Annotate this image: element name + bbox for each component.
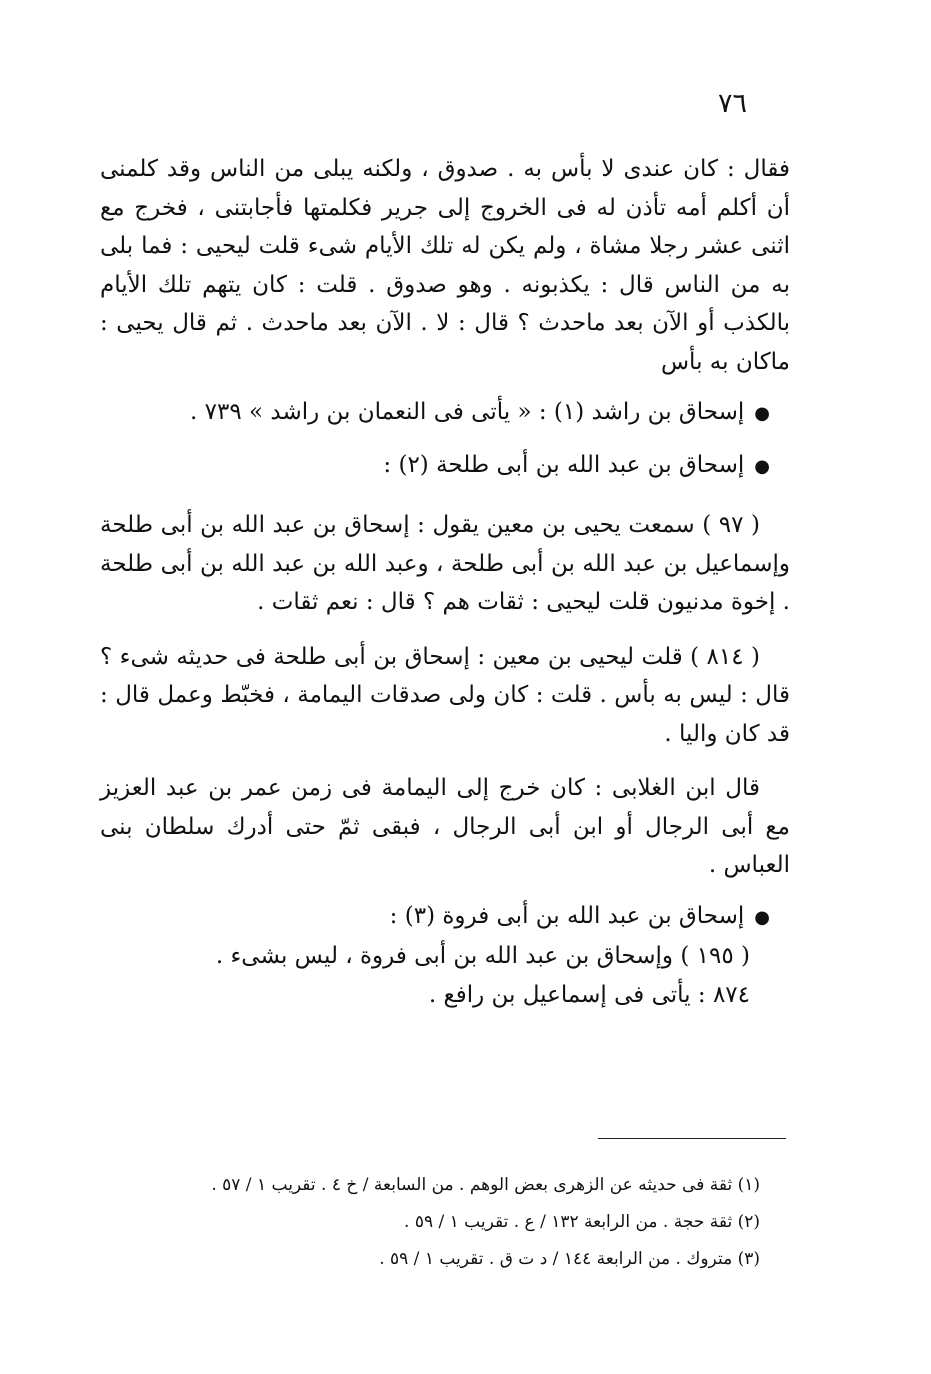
- footnotes: [100, 1167, 760, 1278]
- entry-text: إسحاق بن راشد (١) : « يأتى فى النعمان بن راشد » ٧٣٩ .: [190, 399, 745, 425]
- entry-text: إسحاق بن عبد الله بن أبى فروة (٣) :: [389, 902, 745, 929]
- bullet-icon: ●: [754, 455, 770, 477]
- entry-text: إسحاق بن عبد الله بن أبى طلحة (٢) :: [383, 451, 745, 478]
- footnote-1: (١) ثقة فى حديثه عن الزهرى بعض الوهم . من السابعة / خ ٤ . تقريب ١ / ٥٧ .: [211, 1175, 760, 1195]
- footnote-3: (٣) متروك . من الرابعة ١٤٤ / د ت ق . تقريب ١ / ٥٩ .: [379, 1249, 760, 1269]
- entry-ishaq-ibn-abi-talha: [100, 446, 790, 487]
- footnote-divider: [598, 1138, 786, 1139]
- paragraph-814: ( ٨١٤ ) قلت ليحيى بن معين : إسحاق بن أبى طلحة فى حديثه شىء ؟ قال : ليس به بأس . قلت : كان ولى صدقات اليمامة ، فخبّط وعمل قال : قد كان واليا .: [100, 643, 790, 747]
- line-195: ( ١٩٥ ) وإسحاق بن عبد الله بن أبى فروة ، ليس بشىء .: [215, 943, 750, 969]
- paragraph-ibn-al-ghalabi: قال ابن الغلابى : كان خرج إلى اليمامة فى زمن عمر بن عبد العزيز مع أبى الرجال أو ابن أبى الرجال ، فبقى ثمّ حتى أدرك سلطان بنى العباس .: [100, 775, 790, 878]
- main-text: [100, 150, 790, 1014]
- paragraph-intro: فقال : كان عندى لا بأس به . صدوق ، ولكنه يبلى من الناس وقد كلمنى أن أكلم أمه تأذن له فى الخروج إلى جرير فكلمتها فأجابتنى ، فخرج مع اثنى عشر رجلا مشاة ، ولم يكن له تلك الأيام شىء قلت ليحيى : فما بلى به من الناس قال : يكذبونه . وهو صدوق . قلت : كان يتهم تلك الأيام بالكذب أو الآن بعد ماحدث ؟ قال : لا . الآن بعد ماحدث . ثم قال يحيى : ماكان به بأس: [100, 156, 790, 375]
- paragraph-97: ( ٩٧ ) سمعت يحيى بن معين يقول : إسحاق بن عبد الله بن أبى طلحة وإسماعيل بن عبد الله بن أبى طلحة ، وعبد الله بن عبد الله بن أبى طلحة . إخوة مدنيون قلت ليحيى : ثقات هم ؟ قال : نعم ثقات .: [100, 512, 790, 615]
- bullet-icon: ●: [754, 403, 770, 424]
- entry-ishaq-ibn-abi-farwa: [100, 897, 790, 938]
- bullet-icon: ●: [754, 906, 770, 928]
- page-number: ٧٦: [718, 88, 748, 119]
- entry-ishaq-ibn-rashid: [100, 393, 790, 434]
- line-874: ٨٧٤ : يأتى فى إسماعيل بن رافع .: [428, 981, 750, 1008]
- footnote-2: (٢) ثقة حجة . من الرابعة ١٣٢ / ع . تقريب ١ / ٥٩ .: [404, 1212, 760, 1232]
